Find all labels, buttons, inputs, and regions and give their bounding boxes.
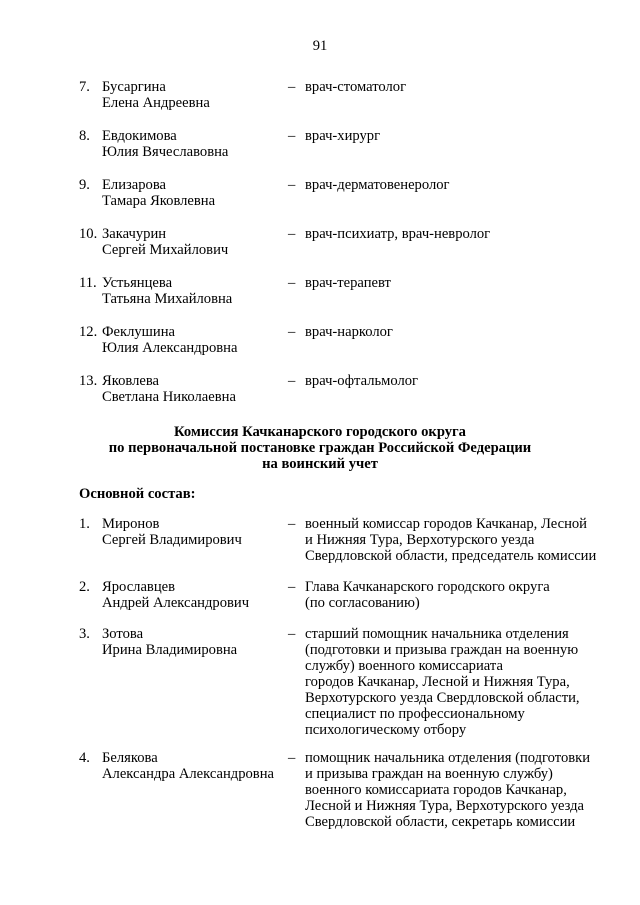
position-line: военный комиссар городов Качканар, Лесной — [305, 516, 587, 532]
given-names: Татьяна Михайловна — [102, 291, 233, 307]
dash: – — [288, 128, 296, 144]
position-line: врач-нарколог — [305, 324, 393, 340]
position-line: врач-стоматолог — [305, 79, 407, 95]
person-name — [102, 226, 228, 258]
item-number: 9. — [79, 177, 90, 193]
item-number: 11. — [79, 275, 97, 291]
position — [305, 128, 625, 144]
surname: Устьянцева — [102, 275, 173, 291]
person-name — [102, 79, 210, 111]
surname: Зотова — [102, 626, 144, 642]
dash: – — [288, 750, 296, 766]
surname: Бусаргина — [102, 79, 166, 95]
item-number: 1. — [79, 516, 90, 532]
item-number: 4. — [79, 750, 90, 766]
person-name — [102, 373, 236, 405]
position-line: специалист по профессиональному — [305, 706, 525, 722]
position-line: врач-терапевт — [305, 275, 391, 291]
person-name — [102, 750, 274, 782]
subheading: Основной состав: — [79, 486, 196, 502]
position-line: врач-психиатр, врач-невролог — [305, 226, 491, 242]
section-heading — [0, 424, 640, 472]
given-names: Юлия Вячеславовна — [102, 144, 229, 160]
surname: Елизарова — [102, 177, 167, 193]
item-number: 7. — [79, 79, 90, 95]
given-names: Сергей Михайлович — [102, 242, 229, 258]
position — [305, 79, 625, 95]
position-line: врач-офтальмолог — [305, 373, 419, 389]
dash: – — [288, 226, 296, 242]
person-name — [102, 128, 228, 160]
position — [305, 324, 625, 340]
position-line: военного комиссариата городов Качканар, — [305, 782, 567, 798]
position — [305, 275, 625, 291]
item-number: 8. — [79, 128, 90, 144]
person-name — [102, 275, 232, 307]
position-line: Свердловской области, председатель комиссии — [305, 548, 597, 564]
position-line: (по согласованию) — [305, 595, 420, 611]
position — [305, 226, 625, 242]
heading-line: Комиссия Качканарского городского округа — [174, 424, 466, 440]
dash: – — [288, 516, 296, 532]
surname: Феклушина — [102, 324, 176, 340]
position-line: и Нижняя Тура, Верхотурского уезда — [305, 532, 535, 548]
person-name — [102, 626, 237, 658]
position — [305, 750, 625, 830]
position-line: Верхотурского уезда Свердловской области, — [305, 690, 580, 706]
position — [305, 177, 625, 193]
position-line: городов Качканар, Лесной и Нижняя Тура, — [305, 674, 570, 690]
surname: Миронов — [102, 516, 160, 532]
position-line: психологическому отбору — [305, 722, 467, 738]
item-number: 12. — [79, 324, 98, 340]
surname: Ярославцев — [102, 579, 175, 595]
position-line: и призыва граждан на военную службу) — [305, 766, 553, 782]
position-line: врач-хирург — [305, 128, 381, 144]
given-names: Светлана Николаевна — [102, 389, 236, 405]
surname: Яковлева — [102, 373, 160, 389]
position-line: врач-дерматовенеролог — [305, 177, 450, 193]
position — [305, 516, 625, 564]
position — [305, 373, 625, 389]
given-names: Тамара Яковлевна — [102, 193, 216, 209]
page-number: 91 — [312, 38, 328, 54]
heading-line: по первоначальной постановке граждан Российской Федерации — [108, 440, 532, 456]
position-line: старший помощник начальника отделения — [305, 626, 569, 642]
dash: – — [288, 626, 296, 642]
dash: – — [288, 177, 296, 193]
person-name — [102, 516, 242, 548]
given-names: Александра Александровна — [102, 766, 274, 782]
dash: – — [288, 324, 296, 340]
item-number: 13. — [79, 373, 98, 389]
given-names: Елена Андреевна — [102, 95, 210, 111]
surname: Евдокимова — [102, 128, 177, 144]
position-line: Глава Качканарского городского округа — [305, 579, 550, 595]
position-line: Свердловской области, секретарь комиссии — [305, 814, 576, 830]
item-number: 10. — [79, 226, 98, 242]
item-number: 2. — [79, 579, 90, 595]
person-name — [102, 177, 215, 209]
given-names: Сергей Владимирович — [102, 532, 242, 548]
item-number: 3. — [79, 626, 90, 642]
position-line: помощник начальника отделения (подготовки — [305, 750, 591, 766]
position — [305, 626, 625, 738]
surname: Белякова — [102, 750, 158, 766]
position-line: службу) военного комиссариата — [305, 658, 503, 674]
position-line: Лесной и Нижняя Тура, Верхотурского уезда — [305, 798, 584, 814]
given-names: Юлия Александровна — [102, 340, 238, 356]
given-names: Андрей Александрович — [102, 595, 250, 611]
surname: Закачурин — [102, 226, 167, 242]
person-name — [102, 324, 237, 356]
heading-line: на воинский учет — [262, 456, 378, 472]
dash: – — [288, 275, 296, 291]
dash: – — [288, 579, 296, 595]
dash: – — [288, 373, 296, 389]
person-name — [102, 579, 249, 611]
given-names: Ирина Владимировна — [102, 642, 238, 658]
position — [305, 579, 625, 611]
dash: – — [288, 79, 296, 95]
position-line: (подготовки и призыва граждан на военную — [305, 642, 579, 658]
